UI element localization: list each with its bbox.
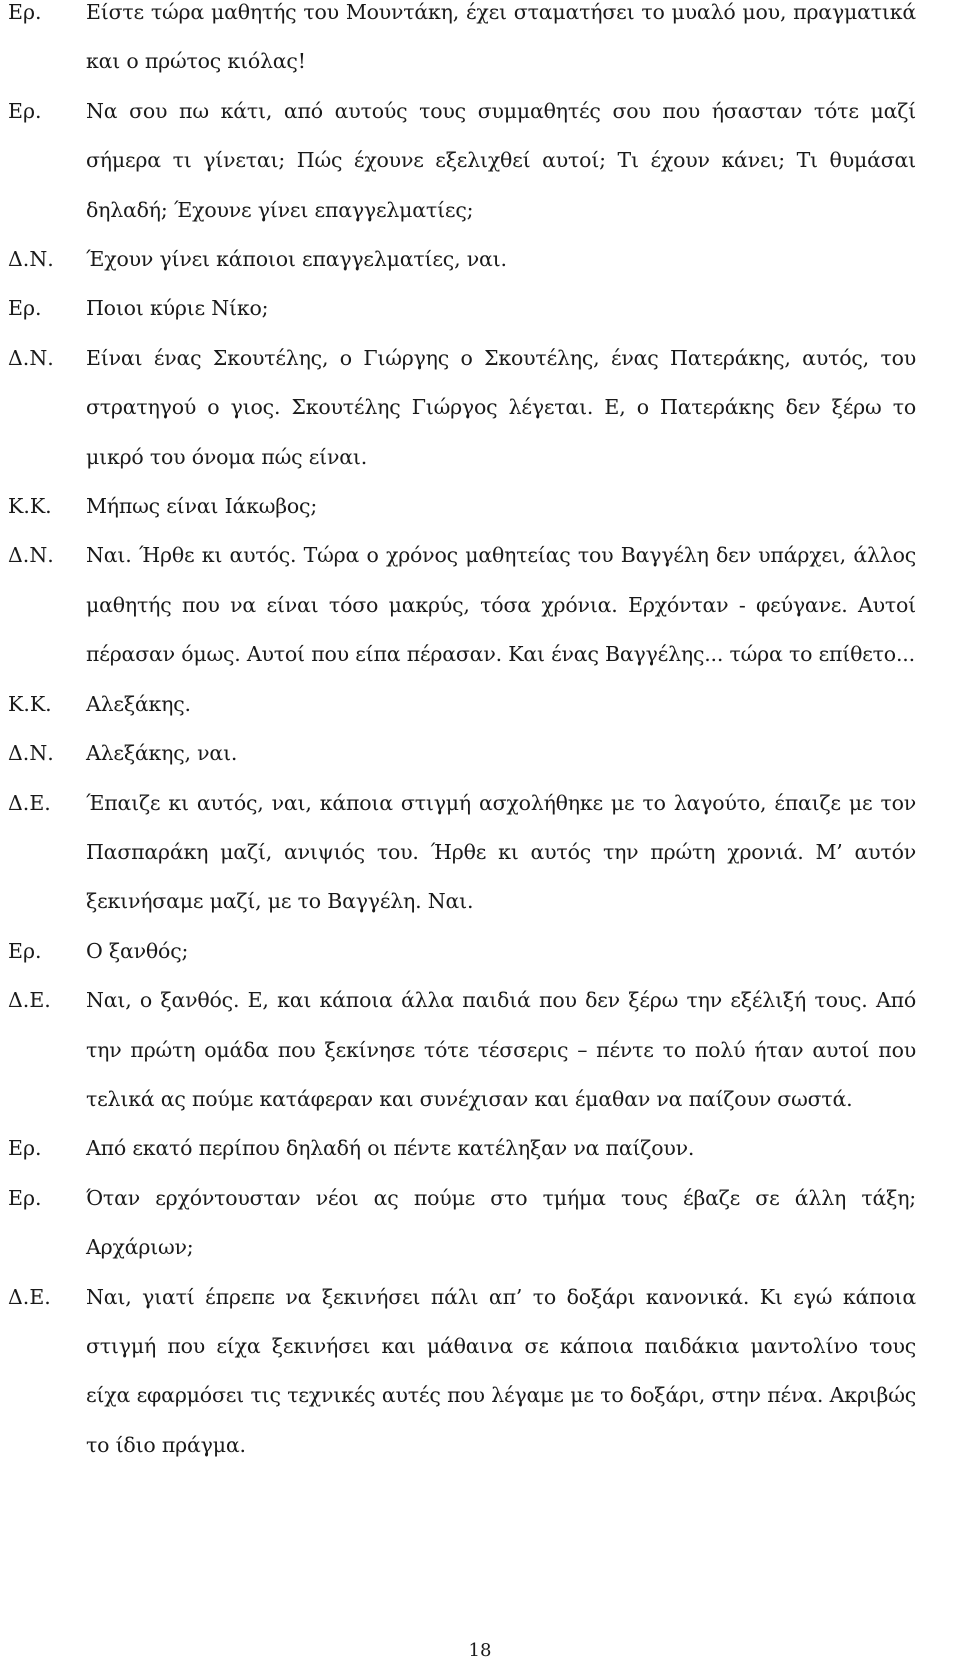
entry-text: Είναι ένας Σκουτέλης, ο Γιώργης ο Σκουτέλης, ένας Πατεράκης, αυτός, του στρατηγού ο γιος. Σκουτέλης Γιώργος λέγεται. Ε, ο Πατεράκης δεν ξέρω το μικρό του όνομα πώς είναι. <box>86 345 916 469</box>
page-number: 18 <box>468 1640 492 1661</box>
transcript-entry <box>0 531 960 679</box>
transcript-entry <box>0 680 960 729</box>
transcript-entry <box>0 729 960 778</box>
transcript-entry <box>0 334 960 482</box>
speaker-label: Ερ. <box>8 0 42 24</box>
entry-text: Να σου πω κάτι, από αυτούς τους συμμαθητές σου που ήσασταν τότε μαζί σήμερα τι γίνεται; Πώς έχουνε εξελιχθεί αυτοί; Τι έχουν κάνει; Τι θυμάσαι δηλαδή; Έχουνε γίνει επαγγελματίες; <box>86 98 916 222</box>
entry-text: Ο ξανθός; <box>86 938 189 963</box>
speaker-label: Κ.Κ. <box>8 691 52 716</box>
speaker-label: Ερ. <box>8 1185 42 1210</box>
transcript-entry <box>0 1174 960 1273</box>
transcript-entry <box>0 482 960 531</box>
speaker-label: Κ.Κ. <box>8 494 52 519</box>
speaker-label: Ερ. <box>8 98 42 123</box>
transcript-entry <box>0 779 960 927</box>
transcript-entry <box>0 235 960 284</box>
speaker-label: Δ.Ε. <box>8 790 51 815</box>
entry-text: Ναι. Ήρθε κι αυτός. Τώρα ο χρόνος μαθητείας του Βαγγέλη δεν υπάρχει, άλλος μαθητής που να είναι τόσο μακρύς, τόσα χρόνια. Ερχόνταν - φεύγανε. Αυτοί πέρασαν όμως. Αυτοί που είπα πέρασαν. Και ένας Βαγγέλης... τώρα το επίθετο... <box>86 543 916 667</box>
speaker-label: Ερ. <box>8 938 42 963</box>
entry-text: Από εκατό περίπου δηλαδή οι πέντε κατέληξαν να παίζουν. <box>86 1136 695 1161</box>
entry-text: Ναι, γιατί έπρεπε να ξεκινήσει πάλι απ’ το δοξάρι κανονικά. Κι εγώ κάποια στιγμή που είχα ξεκινήσει και μάθαινα σε κάποια παιδάκια μαντολίνο τους είχα εφαρμόσει τις τεχνικές αυτές που λέγαμε με το δοξάρι, στην πένα. Ακριβώς το ίδιο πράγμα. <box>86 1284 916 1457</box>
speaker-label: Δ.Ε. <box>8 1284 51 1309</box>
transcript-entry <box>0 1124 960 1173</box>
transcript-entry <box>0 927 960 976</box>
entry-text: Όταν ερχόντουσταν νέοι ας πούμε στο τμήμα τους έβαζε σε άλλη τάξη; Αρχάριων; <box>86 1185 916 1260</box>
speaker-label: Δ.Ν. <box>8 345 54 370</box>
entry-text: Αλεξάκης. <box>86 691 191 716</box>
entry-text: Ποιοι κύριε Νίκο; <box>86 296 269 321</box>
entry-text: Έπαιζε κι αυτός, ναι, κάποια στιγμή ασχολήθηκε με το λαγούτο, έπαιζε με τον Πασπαράκη μαζί, ανιψιός του. Ήρθε κι αυτός την πρώτη χρονιά. Μ’ αυτόν ξεκινήσαμε μαζί, με το Βαγγέλη. Ναι. <box>86 790 916 914</box>
speaker-label: Ερ. <box>8 1136 42 1161</box>
entry-text: Αλεξάκης, ναι. <box>86 741 238 766</box>
speaker-label: Δ.Ε. <box>8 988 51 1013</box>
speaker-label: Δ.Ν. <box>8 247 54 272</box>
speaker-label: Ερ. <box>8 296 42 321</box>
entry-text: Ναι, ο ξανθός. Ε, και κάποια άλλα παιδιά που δεν ξέρω την εξέλιξή τους. Από την πρώτη ομάδα που ξεκίνησε τότε τέσσερις – πέντε το πολύ ήταν αυτοί που τελικά ας πούμε κατάφεραν και συνέχισαν και έμαθαν να παίζουν σωστά. <box>86 988 916 1111</box>
entry-text: Μήπως είναι Ιάκωβος; <box>86 494 318 519</box>
transcript-entry <box>0 87 960 235</box>
transcript-entry <box>0 0 960 87</box>
transcript-entry <box>0 1273 960 1471</box>
transcript-entry <box>0 976 960 1124</box>
entry-text: Είστε τώρα μαθητής του Μουντάκη, έχει σταματήσει το μυαλό μου, πραγματικά και ο πρώτος κιόλας! <box>86 0 916 74</box>
entry-text: Έχουν γίνει κάποιοι επαγγελματίες, ναι. <box>86 247 507 272</box>
transcript-entry <box>0 284 960 333</box>
speaker-label: Δ.Ν. <box>8 543 54 568</box>
speaker-label: Δ.Ν. <box>8 741 54 766</box>
